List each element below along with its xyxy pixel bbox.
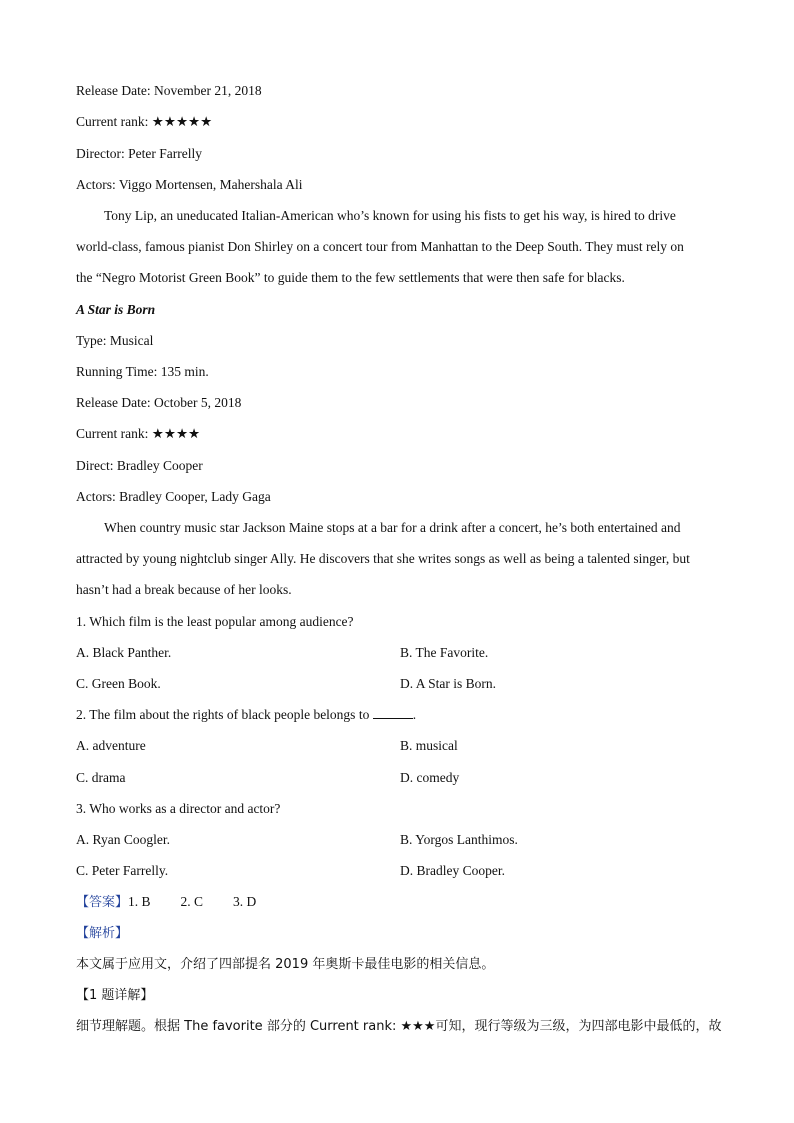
star-actors: Actors: Bradley Cooper, Lady Gaga xyxy=(76,489,271,504)
star-summary-line-2: attracted by young nightclub singer Ally. He discovers that she writes songs as well as being a talented singer, but xyxy=(76,551,690,566)
question-1-option-b: B. The Favorite. xyxy=(400,645,489,660)
question-1-detail-text: 细节理解题。根据 The favorite 部分的 Current rank: ★★★可知，现行等级为三级，为四部电影中最低的，故 xyxy=(76,1019,722,1034)
star-rank-stars: ★★★★ xyxy=(151,426,201,441)
question-3-option-a: A. Ryan Coogler. xyxy=(76,832,170,847)
answer-2: 2. C xyxy=(180,894,204,909)
question-3-option-c: C. Peter Farrelly. xyxy=(76,863,169,878)
question-3-text: 3. Who works as a director and actor? xyxy=(76,801,281,816)
gb-rank-stars: ★★★★★ xyxy=(151,114,213,129)
star-title: A Star is Born xyxy=(76,302,156,317)
star-summary-line-3: hasn’t had a break because of her looks. xyxy=(76,582,292,597)
analysis-intro: 本文属于应用文，介绍了四部提名 2019 年奥斯卡最佳电影的相关信息。 xyxy=(76,957,495,972)
question-2-text xyxy=(76,706,416,724)
question-2-stem: 2. The film about the rights of black people belongs to xyxy=(76,707,373,722)
star-director: Direct: Bradley Cooper xyxy=(76,458,203,473)
gb-summary-line-1: Tony Lip, an uneducated Italian-American who’s known for using his fists to get his way, is hired to drive xyxy=(104,208,676,223)
question-2-stem-end: . xyxy=(412,707,417,722)
question-3-option-d: D. Bradley Cooper. xyxy=(400,863,505,878)
gb-director: Director: Peter Farrelly xyxy=(76,146,202,161)
gb-current-rank xyxy=(76,113,212,131)
answer-3: 3. D xyxy=(233,894,257,909)
gb-summary-line-3: the “Negro Motorist Green Book” to guide them to the few settlements that were then safe for blacks. xyxy=(76,270,625,285)
question-2-option-b: B. musical xyxy=(400,738,458,753)
question-1-text: 1. Which film is the least popular among audience? xyxy=(76,614,354,629)
gb-actors: Actors: Viggo Mortensen, Mahershala Ali xyxy=(76,177,303,192)
question-2-option-d: D. comedy xyxy=(400,770,460,785)
question-1-option-c: C. Green Book. xyxy=(76,676,161,691)
answer-1: 1. B xyxy=(128,894,151,909)
question-1-detail-tag: 【1 题详解】 xyxy=(76,988,154,1003)
answer-line xyxy=(76,893,256,912)
gb-summary-line-2: world-class, famous pianist Don Shirley on a concert tour from Manhattan to the Deep South. They must rely on xyxy=(76,239,684,254)
gb-rank-label: Current rank: xyxy=(76,114,152,129)
star-running-time: Running Time: 135 min. xyxy=(76,364,209,379)
star-current-rank xyxy=(76,425,200,443)
question-1-option-a: A. Black Panther. xyxy=(76,645,172,660)
star-release-date: Release Date: October 5, 2018 xyxy=(76,395,242,410)
question-3-option-b: B. Yorgos Lanthimos. xyxy=(400,832,518,847)
question-1-option-d: D. A Star is Born. xyxy=(400,676,497,691)
answer-tag: 【答案】 xyxy=(76,895,129,910)
gb-release-date: Release Date: November 21, 2018 xyxy=(76,83,262,98)
question-2-option-c: C. drama xyxy=(76,770,126,785)
question-2-option-a: A. adventure xyxy=(76,738,146,753)
answer-blank xyxy=(373,706,413,719)
star-summary-line-1: When country music star Jackson Maine stops at a bar for a drink after a concert, he’s both entertained and xyxy=(104,520,681,535)
star-type: Type: Musical xyxy=(76,333,154,348)
analysis-tag: 【解析】 xyxy=(76,926,129,941)
star-rank-label: Current rank: xyxy=(76,426,152,441)
